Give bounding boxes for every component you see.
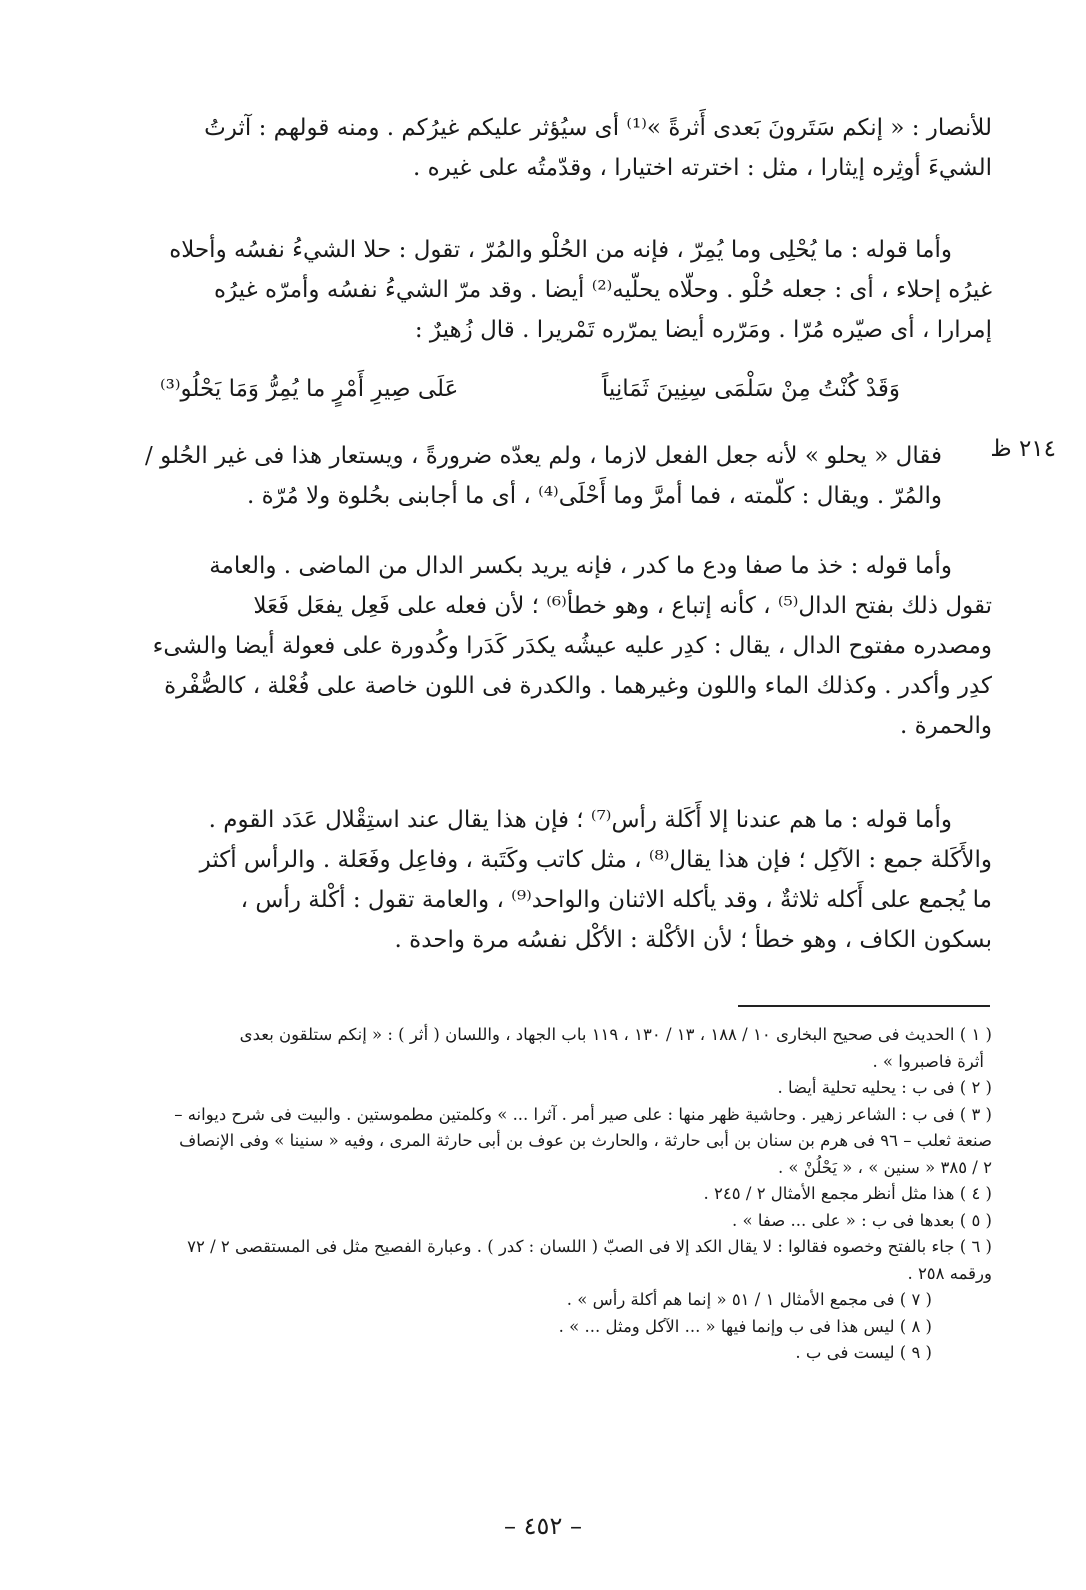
- text-line: والحمرة .: [899, 713, 992, 739]
- footnote-line: ورقمه ٢٥٨ .: [907, 1263, 992, 1283]
- footnote-line: ( ٩ ) ليست فى ب .: [795, 1343, 932, 1362]
- footnote-line: ( ١ ) الحديث فى صحيح البخارى ١٠ / ١٨٨ ، ١٣ / ١٣٠ ، ١١٩ باب الجهاد ، واللسان ( أثر ) : « إنكم ستلقون بعدى: [239, 1025, 992, 1044]
- poetry-verse: [160, 376, 900, 402]
- verse-first-hemistich: وَقَدْ كُنْتُ مِنْ سَلْمَى سِنِينَ ثَمَانِياً: [601, 376, 900, 402]
- footnote-line: ( ٦ ) جاء بالفتح وخصوه فقالوا : لا يقال الكد إلا فى الصبّ ( اللسان : كدر ) . وعبارة الفصيح مثل فى المستقصى ٢ / ٧٢: [187, 1237, 992, 1256]
- footnote-line: ٢ / ٣٨٥ « سنين » ، « يَحْلُنْ » .: [777, 1157, 992, 1177]
- text-line: إمرارا ، أى صيّره مُرّا . ومَرّره أيضا يمرّره تَمْريرا . قال زُهيرٌ :: [414, 317, 992, 343]
- text-line: كدِر وأكدر . وكذلك الماء واللون وغيرهما . والكدرة فى اللون خاصة على فُعْلة ، كالصُّفْرة: [164, 673, 992, 699]
- paragraph-3: [112, 436, 942, 516]
- footnote-line: ( ٤ ) هذا مثل أنظر مجمع الأمثال ٢ / ٢٤٥ .: [703, 1184, 992, 1203]
- text-line: فقال « يحلو » لأنه جعل الفعل لازما ، ولم يعدّه ضرورةً ، ويستعار هذا فى غير الحُلو /: [145, 443, 942, 469]
- footnotes: [112, 1022, 992, 1367]
- paragraph-1: [112, 108, 992, 188]
- text-line: تقول ذلك بفتح الدال⁽⁵⁾ ، كأنه إتباع ، وهو خطأ⁽⁶⁾ ؛ لأن فعله على فَعِل يفعَل فَعَلا: [253, 593, 992, 619]
- footnote-line: أثرة فاصبروا » .: [872, 1051, 984, 1071]
- footnote-line: ( ٢ ) فى ب : يحليه تحلية أيضا .: [777, 1078, 992, 1097]
- text-line: والأَكَلة جمع : الآكِل ؛ فإن هذا يقال⁽⁸⁾ ، مثل كاتب وكَتَبة ، وفاعِل وفَعَلة . والرأس أكثر: [199, 847, 992, 873]
- text-line: وأما قوله : ما هم عندنا إلا أَكَلة رأس⁽⁷⁾ ؛ فإن هذا يقال عند استِقْلال عَدَد القوم .: [208, 807, 952, 833]
- verse-second-hemistich: عَلَى صِيرِ أَمْرٍ ما يُمِرُّ وَمَا يَحْلُو⁽³⁾: [160, 376, 459, 402]
- footnote-line: ( ٥ ) بعدها فى ب : « على ... صفا » .: [732, 1210, 992, 1230]
- text-line: للأنصار : « إنكم سَتَرونَ بَعدى أَثرةً »⁽¹⁾ أى سيُؤثر عليكم غيرُكم . ومنه قولهم : آثرتُ: [204, 115, 992, 141]
- manuscript-folio-marker: ٢١٤ ظ: [990, 436, 1056, 462]
- text-line: ما يُجمع على أَكله ثلاثةٌ ، وقد يأكله الاثنان والواحد⁽⁹⁾ ، والعامة تقول : أكْلة رأس ،: [240, 887, 992, 913]
- paragraph-5: [112, 800, 992, 960]
- text-line: الشيءَ أوثِره إيثارا ، مثل : اخترته اختيارا ، وقدّمتُه على غيره .: [412, 155, 992, 181]
- footnote-line: صنعة ثعلب – ٩٦ فى هرم بن سنان بن أبى حارثة ، والحارث بن عوف بن أبى حارثة المرى ، وفيه « سنينا » وفى الإنصاف: [179, 1131, 992, 1150]
- text-line: بسكون الكاف ، وهو خطأ ؛ لأن الأكْلة : الأكْل نفسُه مرة واحدة .: [394, 927, 992, 953]
- text-line: غيرُه إحلاء ، أى : جعله حُلْو . وحلّاه يحلّيه⁽²⁾ أيضا . وقد مرّ الشيءُ نفسُه وأمرّه غيرُه: [213, 277, 992, 303]
- text-line: وأما قوله : خذ ما صفا ودع ما كدر ، فإنه يريد بكسر الدال من الماضى . والعامة: [209, 553, 952, 579]
- text-line: وأما قوله : ما يُحْلِى وما يُمِرّ ، فإنه من الحُلْو والمُرّ ، تقول : حلا الشيءُ نفسُه وأحلاه: [169, 237, 952, 263]
- paragraph-4: [112, 546, 992, 746]
- page-number: – ٤٥٢ –: [504, 1512, 582, 1540]
- footnote-separator: [738, 1005, 990, 1007]
- paragraph-2: [112, 230, 992, 350]
- footnote-line: ( ٨ ) ليس هذا فى ب وإنما فيها « ... الآكل ومثل ... » .: [558, 1316, 932, 1336]
- text-line: والمُرّ . ويقال : كلّمته ، فما أمرَّ وما أَحْلَى⁽⁴⁾ ، أى ما أجابنى بحُلوة ولا مُرّة .: [247, 483, 942, 509]
- footnote-line: ( ٣ ) فى ب : الشاعر زهير . وحاشية ظهر منها : على صير أمر . آثرا ... » وكلمتين مطموستين . والبيت فى شرح ديوانه –: [174, 1104, 992, 1124]
- footnote-line: ( ٧ ) فى مجمع الأمثال ١ / ٥١ « إنما هم أكلة رأس » .: [566, 1290, 932, 1309]
- text-line: ومصدره مفتوح الدال ، يقال : كدِر عليه عيشُه يكدَر كَدَرا وكُدورة على فعولة أيضا والشىء: [152, 633, 992, 659]
